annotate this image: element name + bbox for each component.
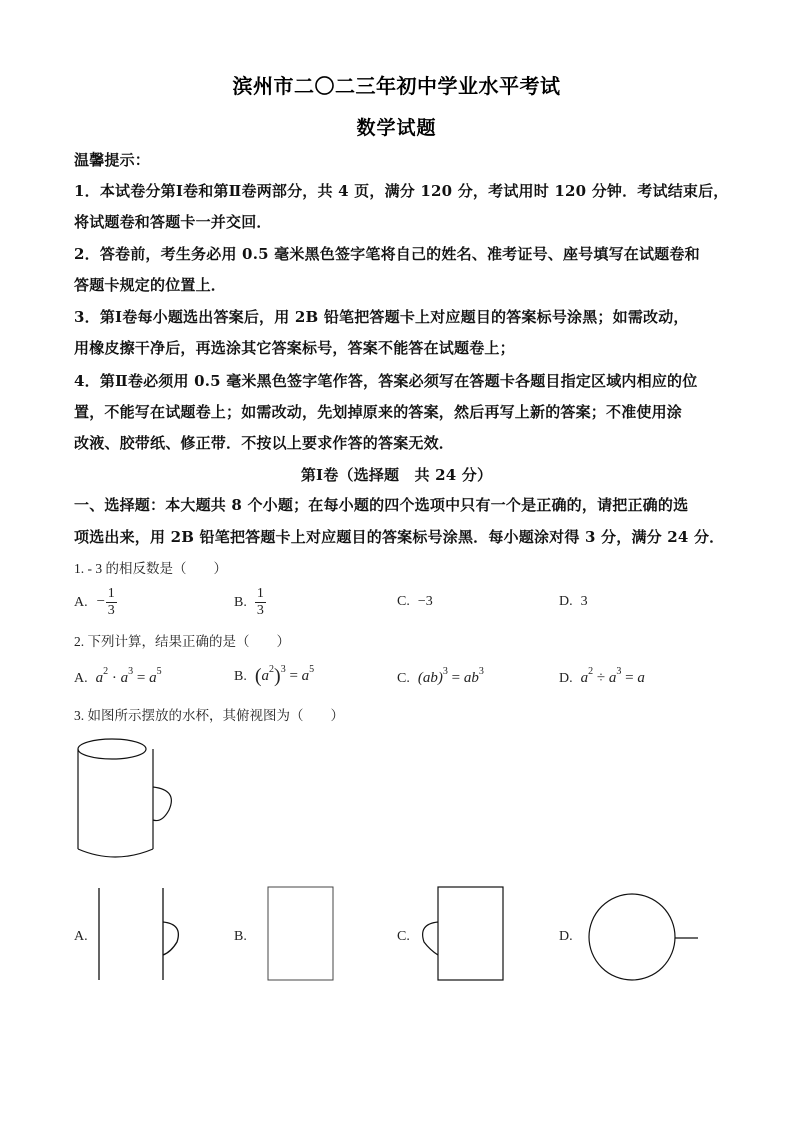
q2-option-c: C. $(ab)^3 = ab^3$ bbox=[397, 666, 484, 686]
q3-option-b-label: B. bbox=[234, 929, 247, 944]
math-expression: $a^2 \cdot a^3 = a^5$ bbox=[95, 666, 162, 686]
q1-option-c: C. −3 bbox=[397, 594, 433, 609]
notice-line: 1．本试卷分第Ⅰ卷和第Ⅱ卷两部分，共 4 页，满分 120 分，考试用时 120 分钟．考试结束后， bbox=[74, 182, 729, 200]
math-expression: $a^2 \div a^3 = a$ bbox=[580, 666, 645, 686]
q3-option-d-label: D. bbox=[559, 929, 573, 944]
notice-line: 将试题卷和答题卡一并交回． bbox=[74, 213, 272, 231]
q2-option-d: D. $a^2 \div a^3 = a$ bbox=[559, 666, 645, 686]
q2-option-b: B. $(a^2)^3 = a^5$ bbox=[234, 664, 315, 687]
math-expression: $(ab)^3 = ab^3$ bbox=[417, 666, 484, 686]
fraction: $\frac{1}{3}$ bbox=[107, 586, 115, 618]
notice-line: 用橡皮擦干净后，再选涂其它答案标号，答案不能答在试题卷上； bbox=[74, 339, 515, 357]
section-instruction: 项选出来，用 2B 铅笔把答题卡上对应题目的答案标号涂黑．每小题涂对得 3 分，满分 24 分． bbox=[74, 528, 725, 546]
exam-title: 滨州市二〇二三年初中学业水平考试 bbox=[232, 74, 561, 98]
question-2-stem: 2. 下列计算，结果正确的是（ ） bbox=[74, 634, 290, 649]
fraction: $\frac{1}{3}$ bbox=[256, 586, 264, 618]
section-instruction: 一、选择题：本大题共 8 个小题；在每小题的四个选项中只有一个是正确的，请把正确的选 bbox=[74, 496, 689, 514]
q3-option-a-label: A. bbox=[74, 929, 88, 944]
question-3-stem: 3. 如图所示摆放的水杯，其俯视图为（ ） bbox=[74, 708, 344, 723]
notice-heading: 温馨提示： bbox=[74, 151, 151, 169]
notice-line: 3．第Ⅰ卷每小题选出答案后，用 2B 铅笔把答题卡上对应题目的答案标号涂黑；如需改动， bbox=[74, 308, 689, 326]
notice-line: 改液、胶带纸、修正带．不按以上要求作答的答案无效． bbox=[74, 434, 455, 452]
exam-subtitle: 数学试题 bbox=[356, 117, 437, 139]
q1-option-b: B. $\frac{1}{3}$ bbox=[234, 586, 264, 618]
notice-line: 置，不能写在试题卷上；如需改动，先划掉原来的答案，然后再写上新的答案；不准使用涂 bbox=[74, 403, 683, 421]
q2-option-a: A. $a^2 \cdot a^3 = a^5$ bbox=[74, 666, 162, 686]
math-expression: $(a^2)^3 = a^5$ bbox=[254, 664, 315, 687]
notice-line: 4．第Ⅱ卷必须用 0.5 毫米黑色签字笔作答，答案必须写在答题卡各题目指定区域内相应的位 bbox=[74, 372, 698, 390]
question-1-stem: 1. - 3 的相反数是（ ） bbox=[74, 561, 227, 576]
q3-option-c-label: C. bbox=[397, 929, 410, 944]
notice-line: 答题卡规定的位置上． bbox=[74, 276, 227, 294]
section-title: 第Ⅰ卷（选择题 共 24 分） bbox=[300, 466, 493, 484]
q1-option-a: A. − $\frac{1}{3}$ bbox=[74, 586, 115, 618]
q1-option-d: D. 3 bbox=[559, 594, 588, 609]
notice-line: 2．答卷前，考生务必用 0.5 毫米黑色签字笔将自己的姓名、准考证号、座号填写在试题卷和 bbox=[74, 245, 700, 263]
